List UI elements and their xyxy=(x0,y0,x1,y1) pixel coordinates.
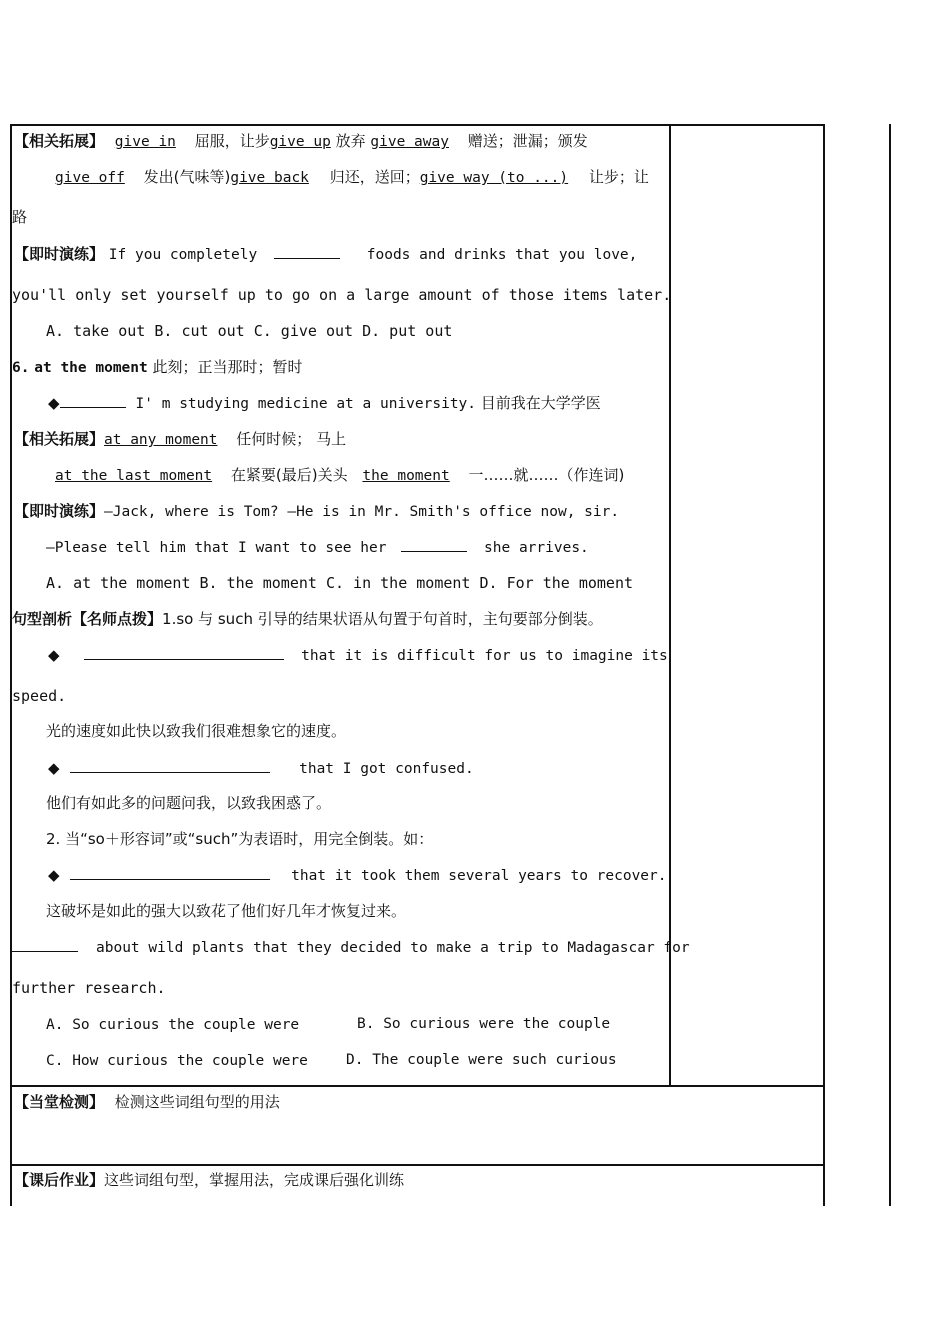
practice-question-2: 【即时演练】—Jack, where is Tom? —He is in Mr. Smith's office now, sir. xyxy=(14,502,620,520)
option-b: B. So curious were the couple xyxy=(357,1016,611,1032)
table-top-border xyxy=(10,124,825,126)
answer-options-cd xyxy=(46,1050,617,1071)
check-section-top-border xyxy=(10,1085,825,1087)
item-6-heading: 6. at the moment 此刻；正当那时；暂时 xyxy=(12,358,303,376)
section-label: 【相关拓展】 xyxy=(14,132,105,150)
practice-question-1-cont: you'll only set yourself up to go on a large amount of those items later. xyxy=(12,286,672,304)
answer-blank[interactable] xyxy=(60,393,126,408)
answer-blank[interactable] xyxy=(84,645,284,660)
answer-blank[interactable] xyxy=(274,244,340,259)
key-phrase: at the moment xyxy=(34,360,148,376)
phrase: give in xyxy=(114,134,176,150)
related-expansion-give xyxy=(14,131,588,152)
option-a: A. So curious the couple were xyxy=(46,1017,300,1033)
meaning: 任何时候； 马上 xyxy=(236,430,347,448)
example-sentence: ◆ that it is difficult for us to imagine its xyxy=(48,646,668,664)
wrapped-text: speed. xyxy=(12,687,67,705)
meaning: 赠送；泄漏；颁发 xyxy=(467,132,588,150)
meaning: 屈服，让步 xyxy=(194,132,270,150)
rule-2: 2. 当“so＋形容词”或“such”为表语时，用完全倒装。如： xyxy=(46,830,434,848)
answer-blank[interactable] xyxy=(70,865,270,880)
bullet-icon: ◆ xyxy=(48,866,60,884)
wrapped-text: 路 xyxy=(12,208,28,226)
phrase: give way (to ...) xyxy=(419,170,569,186)
example-sentence: ◆ that it took them several years to recover. xyxy=(48,866,667,884)
tag-label: 【名师点拨】 xyxy=(72,610,163,628)
practice-question-1: 【即时演练】 If you completely foods and drinks that you love, xyxy=(14,245,638,263)
homework: 【课后作业】这些词组句型，掌握用法，完成课后强化训练 xyxy=(14,1171,405,1189)
section-label: 【相关拓展】 xyxy=(14,430,105,448)
option-c: C. How curious the couple were xyxy=(46,1053,308,1069)
bullet-icon: ◆ xyxy=(48,759,60,777)
practice-question-3: about wild plants that they decided to make a trip to Madagascar for xyxy=(12,937,690,958)
answer-options: A. take out B. cut out C. give out D. put out xyxy=(46,322,453,340)
practice-question-3-cont: further research. xyxy=(12,979,166,997)
meaning: 在紧要(最后)关头 xyxy=(230,466,348,484)
homework-section-top-border xyxy=(10,1164,825,1166)
bullet-icon: ◆ xyxy=(48,646,60,664)
translation: 他们有如此多的问题问我，以致我困惑了。 xyxy=(46,794,332,812)
meaning: 一……就……（作连词) xyxy=(468,466,625,484)
meaning: 发出(气味等) xyxy=(143,168,231,186)
answer-options-ab xyxy=(46,1014,611,1035)
example-sentence: ◆ that I got confused. xyxy=(48,759,474,777)
answer-blank[interactable] xyxy=(401,537,467,552)
phrase: give up xyxy=(269,134,331,150)
meaning: 让步；让 xyxy=(588,168,649,186)
phrase: the moment xyxy=(362,468,450,484)
phrase: give away xyxy=(370,134,449,150)
answer-blank[interactable] xyxy=(70,758,270,773)
answer-blank[interactable] xyxy=(12,937,78,952)
translation: 光的速度如此快以致我们很难想象它的速度。 xyxy=(46,722,347,740)
section-label: 【即时演练】 xyxy=(14,502,105,520)
meaning: 放弃 xyxy=(335,132,366,150)
sentence-analysis-heading: 句型剖析【名师点拨】1.so 与 such 引导的结果状语从句置于句首时，主句要部分倒装。 xyxy=(12,610,603,628)
in-class-check: 【当堂检测】 检测这些词组句型的用法 xyxy=(14,1093,280,1111)
section-label: 【当堂检测】 xyxy=(14,1093,105,1111)
section-label: 【课后作业】 xyxy=(14,1171,105,1189)
outer-right-rule xyxy=(889,124,891,1206)
meaning: 归还，送回； xyxy=(329,168,420,186)
section-label: 句型剖析 xyxy=(12,610,73,628)
answer-options: A. at the moment B. the moment C. in the moment D. For the moment xyxy=(46,574,633,592)
related-expansion-give-2 xyxy=(55,167,649,188)
related-expansion-moment-2 xyxy=(55,465,624,486)
related-expansion-moment xyxy=(14,429,346,450)
translation: 这破坏是如此的强大以致花了他们好几年才恢复过来。 xyxy=(46,902,407,920)
practice-question-2-cont: —Please tell him that I want to see her she arrives. xyxy=(46,537,589,558)
phrase: give off xyxy=(55,170,125,186)
table-right-border xyxy=(823,124,825,1206)
phrase: at any moment xyxy=(104,432,218,448)
example-sentence: ◆ I' m studying medicine at a university. 目前我在大学学医 xyxy=(48,394,601,412)
bullet-icon: ◆ xyxy=(48,394,60,412)
phrase: give back xyxy=(230,170,309,186)
phrase: at the last moment xyxy=(55,468,213,484)
section-label: 【即时演练】 xyxy=(14,245,105,263)
option-d: D. The couple were such curious xyxy=(346,1052,617,1068)
